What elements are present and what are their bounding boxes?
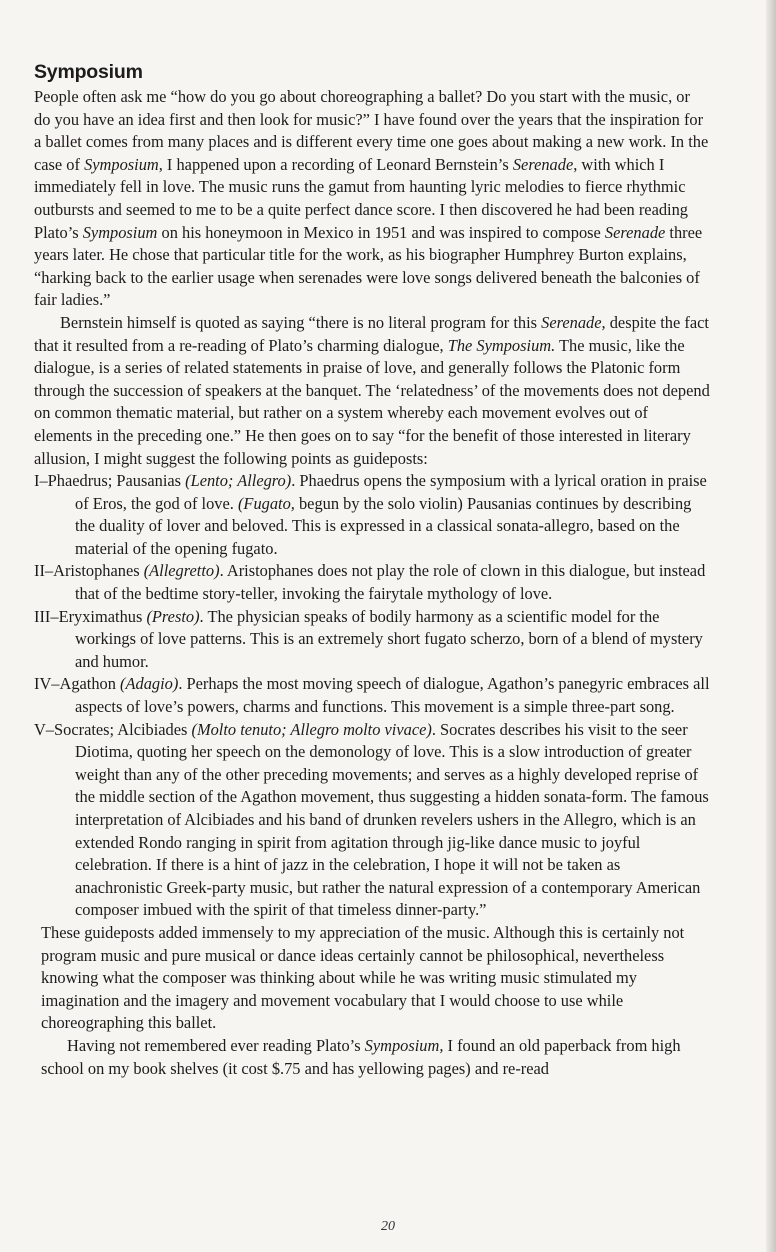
text-run: . Aristophanes does not play the role of clown in this dialogue, but instead that of the bedtime story-teller, invoking the fairytale mythology of love. [75, 561, 706, 604]
italic-text-run: (Fugato, [237, 493, 295, 513]
text-run: The music, like the dialogue, is a series of related statements in praise of love, and generally follows the Platonic form through the succession of speakers at the banquet. The ‘relatedness’ of the movements does not depend on common thematic material, but rather on a system whereby each movement evolves out of elements in the preceding one.” He then goes on to say “for the benefit of those interested in literary allusion, I might suggest the following points as guideposts: [34, 335, 710, 468]
text-run: People often ask me “how do you go about choreographing a ballet? Do you start with the music, or do you have an idea first and then look for music?” I have found over the years that the inspiration for a ballet comes from many places and is different every time one goes about making a new work. In the case of [34, 87, 709, 174]
movement-item-1 [34, 470, 710, 560]
italic-text-run: (Molto tenuto; Allegro molto vivace) [191, 719, 432, 739]
movement-list [34, 470, 710, 922]
text-run: . Perhaps the most moving speech of dialogue, Agathon’s panegyric embraces all aspects of love’s powers, charms and functions. This movement is a simple three-part song. [75, 674, 710, 717]
text-run: despite the fact that it resulted from a re-reading of Plato’s charming dialogue, [34, 312, 709, 355]
italic-text-run: (Allegretto) [143, 561, 220, 581]
italic-text-run: (Presto) [146, 606, 200, 626]
text-run: I–Phaedrus; Pausanias [34, 471, 186, 491]
text-run: three years later. He chose that particular title for the work, as his biographer Humphrey Burton explains, “harking back to the earlier usage when serenades were love songs delivered beneath the balconies of fair ladies.” [34, 222, 703, 310]
page-number: 20 [381, 1219, 395, 1234]
italic-text-run: (Lento; Allegro) [185, 471, 292, 491]
italic-text-run: Symposium, [364, 1035, 444, 1055]
italic-text-run: Symposium [82, 222, 158, 242]
page-edge-shadow [766, 0, 776, 1252]
italic-text-run: Serenade [604, 222, 666, 242]
italic-text-run: (Adagio) [120, 674, 179, 694]
movement-item-3 [34, 606, 710, 674]
text-run: III–Eryximathus [34, 606, 147, 626]
document-page [34, 58, 710, 1080]
paragraph-paperback [41, 1035, 710, 1080]
paragraph-guideposts [41, 922, 710, 1035]
movement-item-5 [34, 719, 710, 922]
text-run: Bernstein himself is quoted as saying “there is no literal program for this [60, 312, 542, 332]
movement-item-2 [34, 560, 710, 605]
text-run: , I happened upon a recording of Leonard Bernstein’s [158, 154, 513, 174]
section-heading: Symposium [34, 61, 143, 83]
text-run: . Socrates describes his visit to the seer Diotima, quoting her speech on the demonology of love. This is a slow introduction of greater weight than any of the other preceding movements; and serves as a highly developed reprise of the middle section of the Agathon movement, thus suggesting a hidden sonata-form. The famous interpretation of Alcibiades and his band of drunken revelers ushers in the Allegro, which is an extended Rondo ranging in spirit from agitation through jig-like dance music to joyful celebration. If there is a hint of jazz in the celebration, I hope it will not be taken as anachronistic Greek-party music, but rather the natural expression of a contemporary American composer imbued with the spirit of that timeless dinner-party.” [75, 719, 709, 920]
italic-text-run: The Symposium. [447, 335, 556, 355]
movement-item-4 [34, 673, 710, 718]
text-run: These guideposts added immensely to my appreciation of the music. Although this is certainly not program music and pure musical or dance ideas certainly cannot be philosophical, nevertheless knowing what the composer was thinking about while he was writing music stimulated my imagination and the imagery and movement vocabulary that I would choose to use while choreographing this ballet. [41, 922, 685, 1033]
text-run: , with which I immediately fell in love. The music runs the gamut from haunting lyric melodies to fierce rhythmic outbursts and seemed to me to be a quite perfect dance score. I then discovered he had been reading Plato’s [34, 154, 689, 242]
text-run: . Phaedrus opens the symposium with a lyrical oration in praise of Eros, the god of love. [75, 471, 707, 513]
text-run: II–Aristophanes [34, 561, 144, 581]
paragraph-intro [34, 86, 710, 312]
text-run: I found an old paperback from high school on my book shelves (it cost $.75 and has yellowing pages) and re-read [41, 1035, 681, 1078]
italic-text-run: Serenade [512, 154, 574, 174]
text-run: on his honeymoon in Mexico in 1951 and was inspired to compose [157, 222, 605, 242]
text-run: begun by the solo violin) Pausanias continues by describing the duality of lover and beloved. This is expressed in a classical sonata-allegro, based on the material of the opening fugato. [75, 493, 692, 558]
text-run: V–Socrates; Alcibiades [34, 719, 192, 739]
paragraph-bernstein-quote [34, 312, 710, 470]
text-run: IV–Agathon [34, 674, 121, 694]
text-run: Having not remembered ever reading Plato’s [67, 1035, 365, 1055]
italic-text-run: Symposium [84, 154, 159, 174]
italic-text-run: Serenade, [541, 312, 606, 332]
text-run: . The physician speaks of bodily harmony as a scientific model for the workings of love patterns. This is an extremely short fugato scherzo, born of a blend of mystery and humor. [75, 606, 703, 671]
